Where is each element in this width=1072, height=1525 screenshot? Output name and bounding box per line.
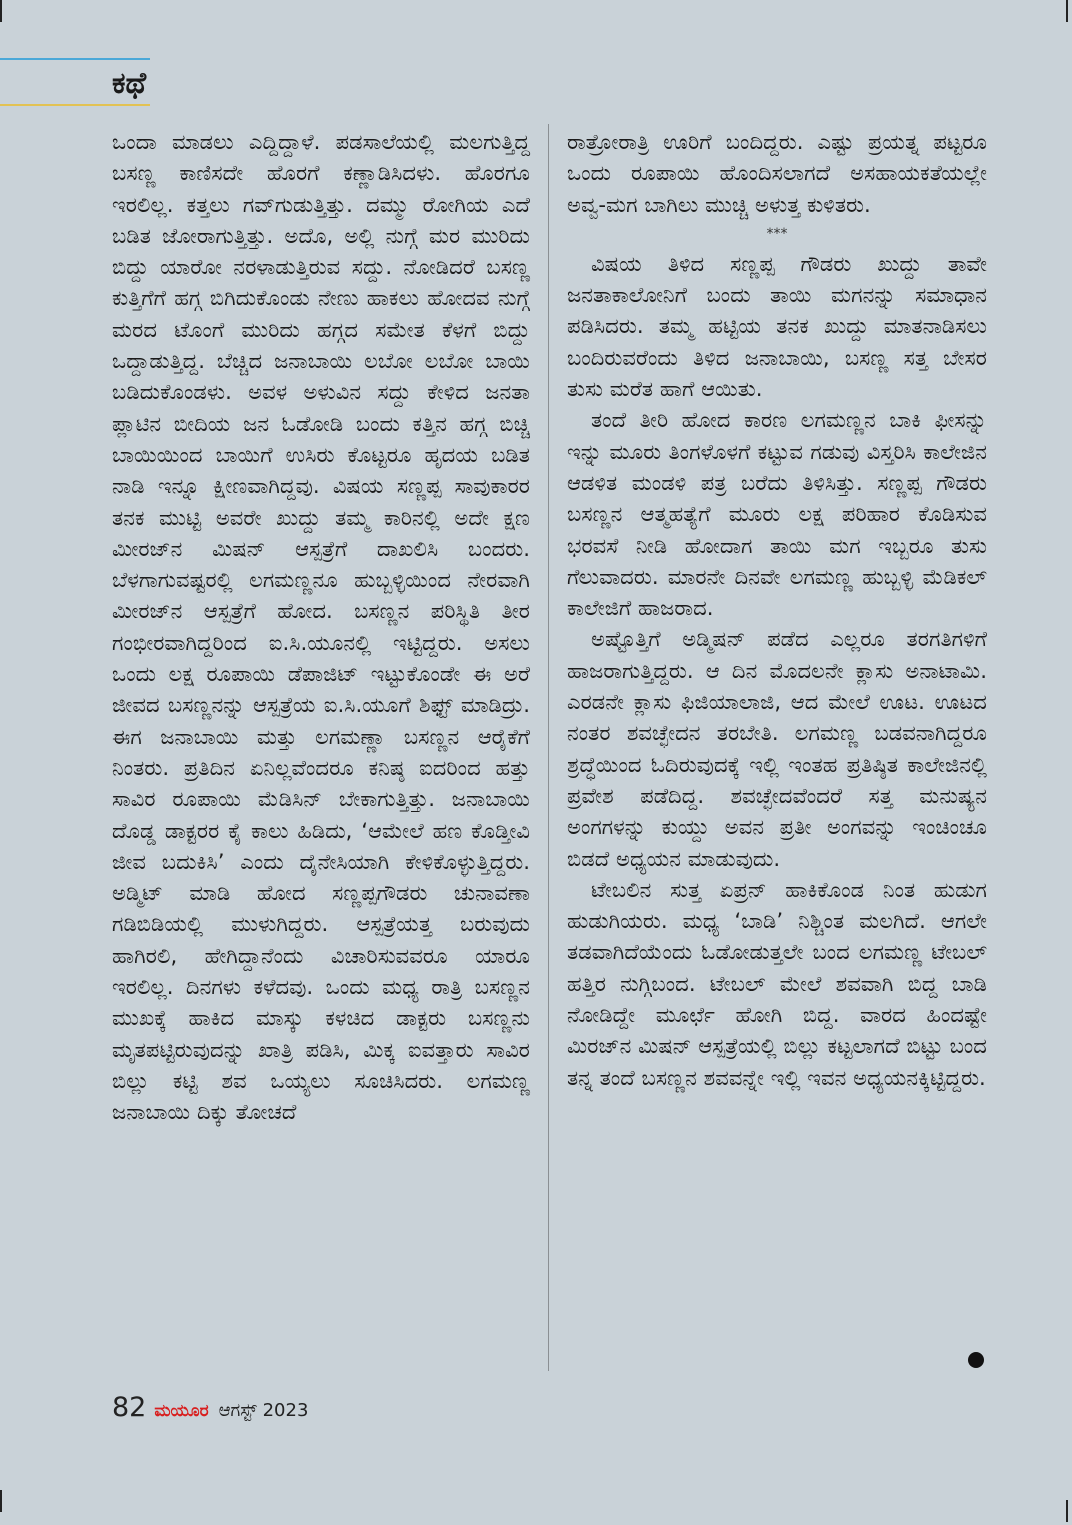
crop-mark-top-right [1066, 0, 1068, 22]
issue-date: ಆಗಸ್ಟ್ 2023 [218, 1400, 309, 1421]
story-end-mark [968, 1352, 984, 1368]
header-rule-yellow [0, 104, 150, 106]
paragraph: ವಿಷಯ ತಿಳಿದ ಸಣ್ಣಪ್ಪ ಗೌಡರು ಖುದ್ದು ತಾವೇ ಜನತಾಕಾಲೋನಿಗೆ ಬಂದು ತಾಯಿ ಮಗನನ್ನು ಸಮಾಧಾನ ಪಡಿಸಿದರು. ತಮ್ಮ ಹಟ್ಟಿಯ ತನಕ ಖುದ್ದು ಮಾತನಾಡಿಸಲು ಬಂದಿರುವರೆಂದು ತಿಳಿದ ಜನಾಬಾಯಿ, ಬಸಣ್ಣ ಸತ್ತ ಬೇಸರ ತುಸು ಮರೆತ ಹಾಗೆ ಆಯಿತು. [567, 250, 987, 402]
magazine-name: ಮಯೂರ [154, 1401, 209, 1421]
crop-mark-bottom-left [0, 1490, 2, 1512]
left-column [112, 126, 530, 1128]
page-footer [112, 1392, 308, 1432]
paragraph: ರಾತ್ರೋರಾತ್ರಿ ಊರಿಗೆ ಬಂದಿದ್ದರು. ಎಷ್ಟು ಪ್ರಯತ್ನ ಪಟ್ಟರೂ ಒಂದು ರೂಪಾಯಿ ಹೊಂದಿಸಲಾಗದೆ ಅಸಹಾಯಕತೆಯಲ್ಲೇ ಅವ್ವ-ಮಗ ಬಾಗಿಲು ಮುಚ್ಚಿ ಅಳುತ್ತ ಕುಳಿತರು. [567, 129, 987, 217]
section-break: *** [766, 225, 788, 242]
paragraph: ಒಂದಾ ಮಾಡಲು ಎದ್ದಿದ್ದಾಳೆ. ಪಡಸಾಲೆಯಲ್ಲಿ ಮಲಗುತ್ತಿದ್ದ ಬಸಣ್ಣ ಕಾಣಿಸದೇ ಹೊರಗೆ ಕಣ್ಣಾಡಿಸಿದಳು. ಹೊರಗೂ ಇರಲಿಲ್ಲ. ಕತ್ತಲು ಗವ್‌ಗುಡುತ್ತಿತ್ತು. ದಮ್ಮು ರೋಗಿಯ ಎದೆ ಬಡಿತ ಜೋರಾಗುತ್ತಿತ್ತು. ಅದೊ, ಅಲ್ಲಿ ನುಗ್ಗೆ ಮರ ಮುರಿದು ಬಿದ್ದು ಯಾರೋ ನರಳಾಡುತ್ತಿರುವ ಸದ್ದು. ನೋಡಿದರೆ ಬಸಣ್ಣ ಕುತ್ತಿಗೆಗೆ ಹಗ್ಗ ಬಿಗಿದುಕೊಂಡು ನೇಣು ಹಾಕಲು ಹೋದವ ನುಗ್ಗೆ ಮರದ ಟೊಂಗೆ ಮುರಿದು ಹಗ್ಗದ ಸಮೇತ ಕೆಳಗೆ ಬಿದ್ದು ಒದ್ದಾಡುತ್ತಿದ್ದ. ಬೆಚ್ಚಿದ ಜನಾಬಾಯಿ ಲಬೋ ಲಬೋ ಬಾಯಿ ಬಡಿದುಕೊಂಡಳು. ಅವಳ ಅಳುವಿನ ಸದ್ದು ಕೇಳಿದ ಜನತಾ ಪ್ಲಾಟಿನ ಬೀದಿಯ ಜನ ಓಡೋಡಿ ಬಂದು ಕತ್ತಿನ ಹಗ್ಗ ಬಿಚ್ಚಿ ಬಾಯಿಯಿಂದ ಬಾಯಿಗೆ ಉಸಿರು ಕೊಟ್ಟರೂ ಹೃದಯ ಬಡಿತ ನಾಡಿ ಇನ್ನೂ ಕ್ಷೀಣವಾಗಿದ್ದವು. ವಿಷಯ ಸಣ್ಣಪ್ಪ ಸಾವುಕಾರರ ತನಕ ಮುಟ್ಟಿ ಅವರೇ ಖುದ್ದು ತಮ್ಮ ಕಾರಿನಲ್ಲಿ ಅದೇ ಕ್ಷಣ ಮೀರಜ್‌ನ ಮಿಷನ್ ಆಸ್ಪತ್ರೆಗೆ ದಾಖಲಿಸಿ ಬಂದರು. ಬೆಳಗಾಗುವಷ್ಟರಲ್ಲಿ ಲಗಮಣ್ಣನೂ ಹುಬ್ಬಳ್ಳಿಯಿಂದ ನೇರವಾಗಿ ಮೀರಜ್‌ನ ಆಸ್ಪತ್ರೆಗೆ ಹೋದ. ಬಸಣ್ಣನ ಪರಿಸ್ಥಿತಿ ತೀರ ಗಂಭೀರವಾಗಿದ್ದರಿಂದ ಐ.ಸಿ.ಯೂನಲ್ಲಿ ಇಟ್ಟಿದ್ದರು. ಅಸಲು ಒಂದು ಲಕ್ಷ ರೂಪಾಯಿ ಡೆಪಾಜಿಟ್ ಇಟ್ಟುಕೊಂಡೇ ಈ ಅರೆ ಜೀವದ ಬಸಣ್ಣನನ್ನು ಆಸ್ಪತ್ರೆಯ ಐ.ಸಿ.ಯೂಗೆ ಶಿಫ್ಟ್ ಮಾಡಿದ್ರು. ಈಗ ಜನಾಬಾಯಿ ಮತ್ತು ಲಗಮಣ್ಣಾ ಬಸಣ್ಣನ ಆರೈಕೆಗೆ ನಿಂತರು. ಪ್ರತಿದಿನ ಏನಿಲ್ಲವೆಂದರೂ ಕನಿಷ್ಠ ಐದರಿಂದ ಹತ್ತು ಸಾವಿರ ರೂಪಾಯಿ ಮೆಡಿಸಿನ್ ಬೇಕಾಗುತ್ತಿತ್ತು. ಜನಾಬಾಯಿ ದೊಡ್ಡ ಡಾಕ್ಟರರ ಕೈ ಕಾಲು ಹಿಡಿದು, ‘ಆಮೇಲೆ ಹಣ ಕೊಡ್ತೀವಿ ಜೀವ ಬದುಕಿಸಿ’ ಎಂದು ದೈನೇಸಿಯಾಗಿ ಕೇಳಿಕೊಳ್ಳುತ್ತಿದ್ದರು. ಅಡ್ಮಿಟ್ ಮಾಡಿ ಹೋದ ಸಣ್ಣಪ್ಪಗೌಡರು ಚುನಾವಣಾ ಗಡಿಬಿಡಿಯಲ್ಲಿ ಮುಳುಗಿದ್ದರು. ಆಸ್ಪತ್ರೆಯತ್ತ ಬರುವುದು ಹಾಗಿರಲಿ, ಹೇಗಿದ್ದಾನೆಂದು ವಿಚಾರಿಸುವವರೂ ಯಾರೂ ಇರಲಿಲ್ಲ. ದಿನಗಳು ಕಳೆದವು. ಒಂದು ಮಧ್ಯ ರಾತ್ರಿ ಬಸಣ್ಣನ ಮುಖಕ್ಕೆ ಹಾಕಿದ ಮಾಸ್ಕು ಕಳಚಿದ ಡಾಕ್ಟರು ಬಸಣ್ಣನು ಮೃತಪಟ್ಟಿರುವುದನ್ನು ಖಾತ್ರಿ ಪಡಿಸಿ, ಮಿಕ್ಕ ಐವತ್ತಾರು ಸಾವಿರ ಬಿಲ್ಲು ಕಟ್ಟಿ ಶವ ಒಯ್ಯಲು ಸೂಚಿಸಿದರು. ಲಗಮಣ್ಣ ಜನಾಬಾಯಿ ದಿಕ್ಕು ತೋಚದೆ [112, 129, 530, 1125]
column-divider [548, 124, 549, 1371]
paragraph: ಅಷ್ಟೊತ್ತಿಗೆ ಅಡ್ಮಿಷನ್ ಪಡೆದ ಎಲ್ಲರೂ ತರಗತಿಗಳಿಗೆ ಹಾಜರಾಗುತ್ತಿದ್ದರು. ಆ ದಿನ ಮೊದಲನೇ ಕ್ಲಾಸು ಅನಾಟಾಮಿ. ಎರಡನೇ ಕ್ಲಾಸು ಫಿಜಿಯಾಲಾಜಿ, ಆದ ಮೇಲೆ ಊಟ. ಊಟದ ನಂತರ ಶವಚ್ಛೇದನ ತರಬೇತಿ. ಲಗಮಣ್ಣ ಬಡವನಾಗಿದ್ದರೂ ಶ್ರದ್ಧೆಯಿಂದ ಓದಿರುವುದಕ್ಕೆ ಇಲ್ಲಿ ಇಂತಹ ಪ್ರತಿಷ್ಠಿತ ಕಾಲೇಜಿನಲ್ಲಿ ಪ್ರವೇಶ ಪಡೆದಿದ್ದ. ಶವಚ್ಛೇದವೆಂದರೆ ಸತ್ತ ಮನುಷ್ಯನ ಅಂಗಗಳನ್ನು ಕುಯ್ದು ಅವನ ಪ್ರತೀ ಅಂಗವನ್ನು ಇಂಚಿಂಚೂ ಬಿಡದೆ ಅಧ್ಯಯನ ಮಾಡುವುದು. [567, 626, 987, 871]
right-column [567, 126, 987, 1093]
header-rule-blue [0, 58, 150, 60]
paragraph: ತಂದೆ ತೀರಿ ಹೋದ ಕಾರಣ ಲಗಮಣ್ಣನ ಬಾಕಿ ಫೀಸನ್ನು ಇನ್ನು ಮೂರು ತಿಂಗಳೊಳಗೆ ಕಟ್ಟುವ ಗಡುವು ವಿಸ್ತರಿಸಿ ಕಾಲೇಜಿನ ಆಡಳಿತ ಮಂಡಳಿ ಪತ್ರ ಬರೆದು ತಿಳಿಸಿತ್ತು. ಸಣ್ಣಪ್ಪ ಗೌಡರು ಬಸಣ್ಣನ ಆತ್ಮಹತ್ಯೆಗೆ ಮೂರು ಲಕ್ಷ ಪರಿಹಾರ ಕೊಡಿಸುವ ಭರವಸೆ ನೀಡಿ ಹೋದಾಗ ತಾಯಿ ಮಗ ಇಬ್ಬರೂ ತುಸು ಗೆಲುವಾದರು. ಮಾರನೇ ದಿನವೇ ಲಗಮಣ್ಣ ಹುಬ್ಬಳ್ಳಿ ಮೆಡಿಕಲ್ ಕಾಲೇಜಿಗೆ ಹಾಜರಾದ. [567, 407, 987, 621]
crop-mark-bottom-right [1066, 1500, 1068, 1522]
crop-mark-top-left [0, 0, 2, 22]
section-label: ಕಥೆ [112, 66, 147, 101]
page-number: 82 [112, 1392, 147, 1423]
paragraph: ಟೇಬಲಿನ ಸುತ್ತ ಏಪ್ರನ್ ಹಾಕಿಕೊಂಡ ನಿಂತ ಹುಡುಗ ಹುಡುಗಿಯರು. ಮಧ್ಯ ‘ಬಾಡಿ’ ನಿಶ್ಚಿಂತ ಮಲಗಿದೆ. ಆಗಲೇ ತಡವಾಗಿದೆಯೆಂದು ಓಡೋಡುತ್ತಲೇ ಬಂದ ಲಗಮಣ್ಣ ಟೇಬಲ್ ಹತ್ತಿರ ನುಗ್ಗಿಬಂದ. ಟೇಬಲ್ ಮೇಲೆ ಶವವಾಗಿ ಬಿದ್ದ ಬಾಡಿ ನೋಡಿದ್ದೇ ಮೂರ್ಛೆ ಹೋಗಿ ಬಿದ್ದ. ವಾರದ ಹಿಂದಷ್ಟೇ ಮಿರಜ್‌ನ ಮಿಷನ್ ಆಸ್ಪತ್ರೆಯಲ್ಲಿ ಬಿಲ್ಲು ಕಟ್ಟಲಾಗದೆ ಬಿಟ್ಟು ಬಂದ ತನ್ನ ತಂದೆ ಬಸಣ್ಣನ ಶವವನ್ನೇ ಇಲ್ಲಿ ಇವನ ಅಧ್ಯಯನಕ್ಕಿಟ್ಟಿದ್ದರು. [567, 876, 987, 1090]
